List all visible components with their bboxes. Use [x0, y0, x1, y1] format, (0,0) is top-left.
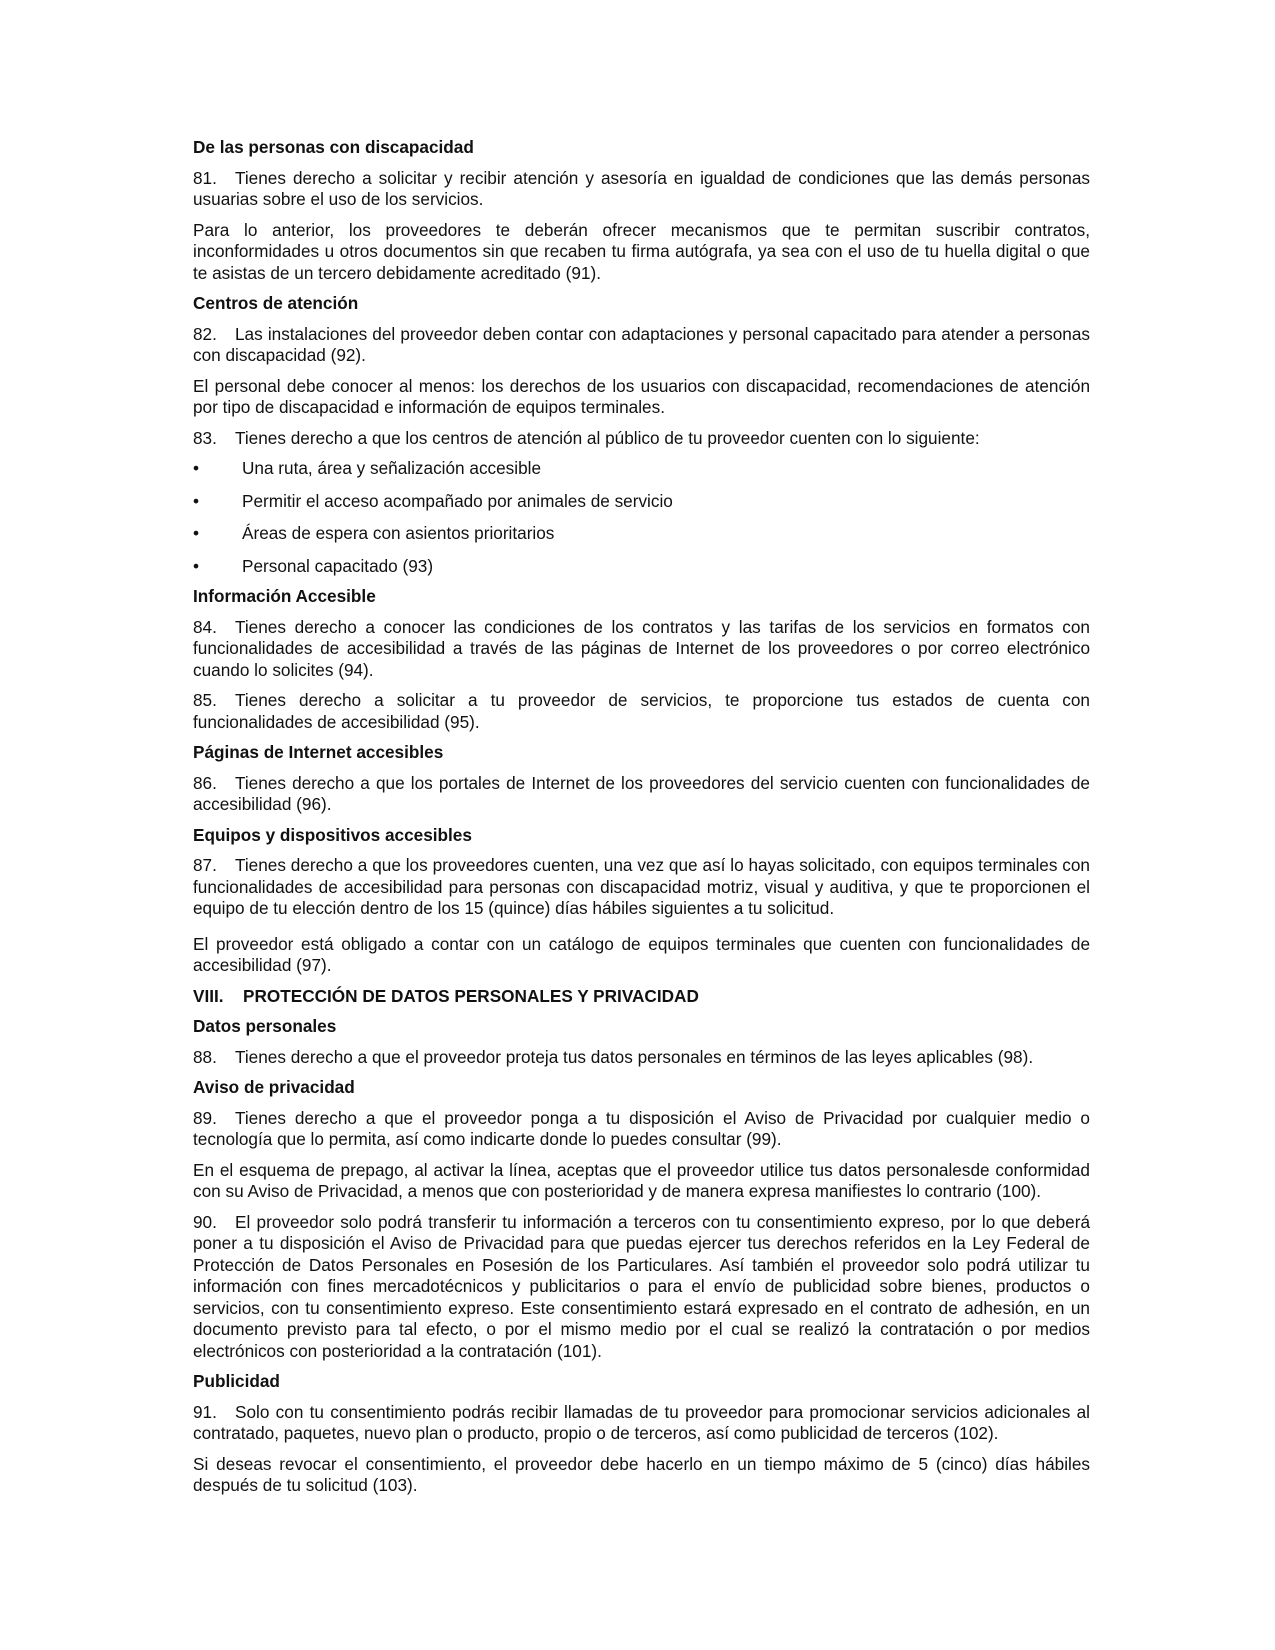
paragraph-90 [193, 1212, 1090, 1363]
heading-paginas-internet: Páginas de Internet accesibles [193, 742, 444, 762]
paragraph-89 [193, 1108, 1090, 1151]
list-item-text: Áreas de espera con asientos prioritarios [242, 523, 555, 543]
list-item-text: Personal capacitado (93) [242, 555, 434, 576]
heading-centros-atencion: Centros de atención [193, 293, 359, 313]
paragraph-text: Tienes derecho a solicitar y recibir atención y asesoría en igualdad de condiciones que las demás personas usuarias sobre el uso de los servicios. [193, 167, 1090, 209]
paragraph-text: Tienes derecho a que los proveedores cuenten, una vez que así lo hayas solicitado, con equipos terminales con funcionalidades de accesibilidad para personas con discapacidad motriz, visual y auditiva, y que te proporcionen el equipo de tu elección dentro de los 15 (quince) días hábiles siguientes a tu solicitud. [193, 855, 1090, 918]
bullet-list [193, 458, 1090, 577]
section-title: PROTECCIÓN DE DATOS PERSONALES Y PRIVACIDAD [243, 985, 699, 1006]
bullet-icon: • [193, 458, 200, 478]
paragraph-89-b: En el esquema de prepago, al activar la línea, aceptas que el proveedor utilice tus datos personalesde conformidad con su Aviso de Privacidad, a menos que con posterioridad y de manera expresa manifiestes lo contrario (100). [193, 1159, 1090, 1201]
paragraph-87 [193, 855, 1090, 920]
section-heading-viii [193, 986, 1090, 1008]
paragraph-number: 82. [193, 323, 217, 344]
list-item [193, 556, 1090, 578]
list-item [193, 523, 1090, 545]
paragraph-number: 90. [193, 1211, 217, 1232]
list-item-text: Permitir el acceso acompañado por animales de servicio [242, 490, 673, 511]
list-item [193, 491, 1090, 513]
heading-publicidad: Publicidad [193, 1371, 280, 1391]
paragraph-text: Tienes derecho a que el proveedor proteja tus datos personales en términos de las leyes aplicables (98). [235, 1046, 1034, 1067]
paragraph-82-b: El personal debe conocer al menos: los derechos de los usuarios con discapacidad, recomendaciones de atención por tipo de discapacidad e información de equipos terminales. [193, 375, 1090, 417]
paragraph-text: Tienes derecho a solicitar a tu proveedor de servicios, te proporcione tus estados de cuenta con funcionalidades de accesibilidad (95). [193, 690, 1090, 732]
heading-aviso-privacidad: Aviso de privacidad [193, 1077, 355, 1097]
paragraph-84 [193, 617, 1090, 682]
paragraph-83 [193, 428, 1090, 450]
paragraph-text: Tienes derecho a conocer las condiciones de los contratos y las tarifas de los servicios en formatos con funcionalidades de accesibilidad a través de las páginas de Internet de los proveedores o por correo electrónico cuando lo solicites (94). [193, 616, 1090, 680]
paragraph-81-b: Para lo anterior, los proveedores te deberán ofrecer mecanismos que te permitan suscribir contratos, inconformidades u otros documentos sin que recaben tu firma autógrafa, ya sea con el uso de tu huella digital o que te asistas de un tercero debidamente acreditado (91). [193, 219, 1090, 283]
paragraph-text: El proveedor solo podrá transferir tu información a terceros con tu consentimiento expreso, por lo que deberá poner a tu disposición el Aviso de Privacidad para que puedas ejercer tus derechos referidos en la Ley Federal de Protección de Datos Personales en Posesión de los Particulares. Así también el proveedor solo podrá utilizar tu información con fines mercadotécnicos y publicitarios o para el envío de publicidad sobre bienes, productos o servicios, con tu consentimiento expreso. Este consentimiento estará expresado en el contrato de adhesión, en un documento previsto para tal efecto, o por el mismo medio por el cual se realizó la contratación o por medios electrónicos con posterioridad a la contratación (101). [193, 1211, 1090, 1361]
paragraph-number: 88. [193, 1046, 217, 1067]
paragraph-91-b: Si deseas revocar el consentimiento, el proveedor debe hacerlo en un tiempo máximo de 5 (cinco) días hábiles después de tu solicitud (103). [193, 1453, 1090, 1495]
heading-discapacidad: De las personas con discapacidad [193, 137, 474, 157]
paragraph-text: Tienes derecho a que los centros de atención al público de tu proveedor cuenten con lo siguiente: [235, 427, 980, 448]
document-page [193, 137, 1090, 1506]
paragraph-87-b: El proveedor está obligado a contar con un catálogo de equipos terminales que cuenten con funcionalidades de accesibilidad (97). [193, 933, 1090, 975]
list-item-text: Una ruta, área y señalización accesible [242, 458, 542, 478]
paragraph-85 [193, 690, 1090, 733]
paragraph-text: Solo con tu consentimiento podrás recibir llamadas de tu proveedor para promocionar servicios adicionales al contratado, paquetes, nuevo plan o producto, propio o de terceros, así como publicidad de terceros (102). [193, 1401, 1090, 1443]
paragraph-number: 84. [193, 616, 217, 637]
section-number: VIII. [193, 985, 224, 1006]
paragraph-number: 91. [193, 1401, 217, 1422]
bullet-icon: • [193, 490, 200, 511]
paragraph-number: 89. [193, 1107, 217, 1128]
paragraph-number: 83. [193, 427, 217, 448]
paragraph-88 [193, 1047, 1090, 1069]
list-item [193, 458, 1090, 480]
paragraph-number: 81. [193, 167, 217, 188]
paragraph-text: Tienes derecho a que el proveedor ponga a tu disposición el Aviso de Privacidad por cualquier medio o tecnología que lo permita, así como indicarte donde lo puedes consultar (99). [193, 1107, 1090, 1149]
bullet-icon: • [193, 523, 200, 543]
paragraph-82 [193, 324, 1090, 367]
paragraph-91 [193, 1402, 1090, 1445]
heading-equipos-dispositivos: Equipos y dispositivos accesibles [193, 824, 472, 845]
paragraph-86 [193, 773, 1090, 816]
bullet-icon: • [193, 555, 200, 576]
paragraph-number: 87. [193, 855, 217, 875]
paragraph-number: 85. [193, 690, 217, 710]
heading-datos-personales: Datos personales [193, 1016, 337, 1036]
paragraph-text: Tienes derecho a que los portales de Internet de los proveedores del servicio cuenten con funcionalidades de accesibilidad (96). [193, 772, 1090, 814]
heading-informacion-accesible: Información Accesible [193, 586, 376, 606]
paragraph-number: 86. [193, 772, 217, 793]
paragraph-text: Las instalaciones del proveedor deben contar con adaptaciones y personal capacitado para atender a personas con discapacidad (92). [193, 323, 1090, 365]
paragraph-81 [193, 168, 1090, 211]
